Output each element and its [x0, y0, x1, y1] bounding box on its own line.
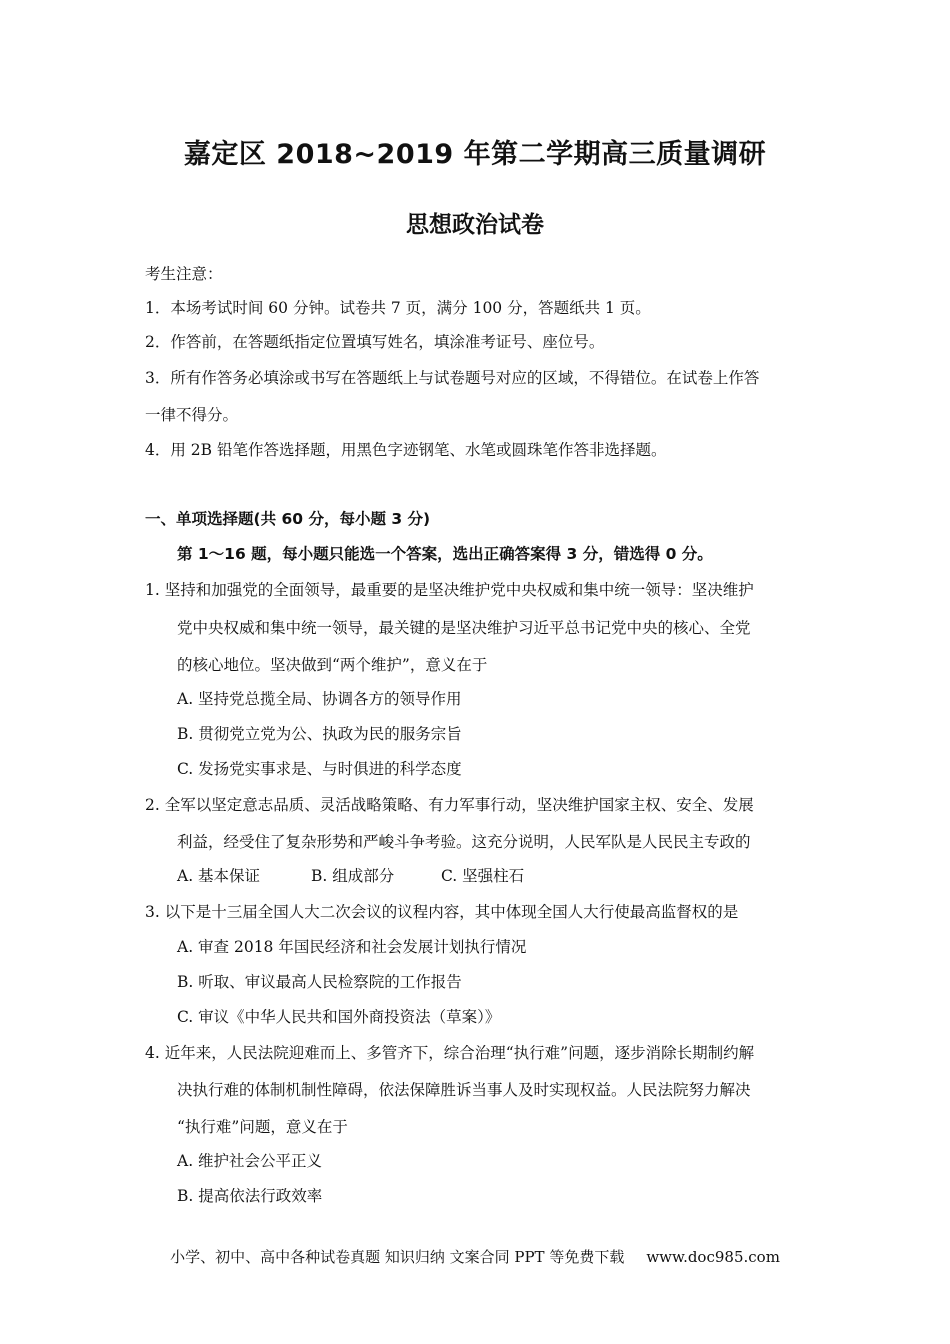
notice-item: 3．所有作答务必填涂或书写在答题纸上与试卷题号对应的区域，不得错位。在试卷上作答 — [145, 369, 760, 387]
footer-text: 小学、初中、高中各种试卷真题 知识归纳 文案合同 PPT 等免费下载 — [170, 1248, 625, 1266]
footer-site-link[interactable]: www.doc985.com — [646, 1248, 780, 1266]
notice-item: 1．本场考试时间 60 分钟。试卷共 7 页，满分 100 分，答题纸共 1 页。 — [145, 299, 651, 317]
question-2-option: A. 基本保证 — [177, 867, 261, 885]
page-subtitle: 思想政治试卷 — [406, 212, 544, 238]
question-4-option: A. 维护社会公平正义 — [177, 1152, 323, 1170]
question-1-stem: 党中央权威和集中统一领导，最关键的是坚决维护习近平总书记党中央的核心、全党 — [177, 619, 751, 637]
question-3-option: A. 审查 2018 年国民经济和社会发展计划执行情况 — [177, 938, 527, 956]
notice-heading: 考生注意： — [145, 265, 223, 283]
question-1-option: A. 坚持党总揽全局、协调各方的领导作用 — [177, 690, 462, 708]
question-3-stem: 3. 以下是十三届全国人大二次会议的议程内容，其中体现全国人大行使最高监督权的是 — [145, 903, 739, 921]
notice-item: 2．作答前，在答题纸指定位置填写姓名，填涂准考证号、座位号。 — [145, 333, 605, 351]
page-title: 嘉定区 2018~2019 年第二学期高三质量调研 — [183, 139, 767, 170]
notice-item: 4．用 2B 铅笔作答选择题，用黑色字迹钢笔、水笔或圆珠笔作答非选择题。 — [145, 441, 667, 459]
question-2-options — [177, 864, 524, 886]
question-4-option: B. 提高依法行政效率 — [177, 1187, 323, 1205]
question-1-option: C. 发扬党实事求是、与时俱进的科学态度 — [177, 760, 462, 778]
question-4-stem: “执行难”问题，意义在于 — [177, 1118, 348, 1136]
question-2-stem: 利益，经受住了复杂形势和严峻斗争考验。这充分说明，人民军队是人民民主专政的 — [177, 833, 751, 851]
question-2-option: C. 坚强柱石 — [441, 867, 525, 885]
question-1-stem: 1. 坚持和加强党的全面领导，最重要的是坚决维护党中央权威和集中统一领导：坚决维护 — [145, 581, 754, 599]
question-2-option: B. 组成部分 — [311, 867, 395, 885]
question-4-stem: 决执行难的体制机制性障碍，依法保障胜诉当事人及时实现权益。人民法院努力解决 — [177, 1081, 751, 1099]
question-4-stem: 4. 近年来，人民法院迎难而上、多管齐下，综合治理“执行难”问题，逐步消除长期制约解 — [145, 1044, 755, 1062]
question-1-option: B. 贯彻党立党为公、执政为民的服务宗旨 — [177, 725, 462, 743]
notice-item: 一律不得分。 — [145, 406, 239, 424]
question-1-stem: 的核心地位。坚决做到“两个维护”，意义在于 — [177, 656, 488, 674]
page-footer — [0, 1246, 950, 1267]
question-3-option: C. 审议《中华人民共和国外商投资法（草案）》 — [177, 1008, 501, 1026]
question-2-stem: 2. 全军以坚定意志品质、灵活战略策略、有力军事行动，坚决维护国家主权、安全、发展 — [145, 796, 754, 814]
section-instruction: 第 1～16 题，每小题只能选一个答案，选出正确答案得 3 分，错选得 0 分。 — [177, 545, 713, 563]
section-heading: 一、单项选择题(共 60 分，每小题 3 分) — [145, 510, 431, 528]
question-3-option: B. 听取、审议最高人民检察院的工作报告 — [177, 973, 462, 991]
